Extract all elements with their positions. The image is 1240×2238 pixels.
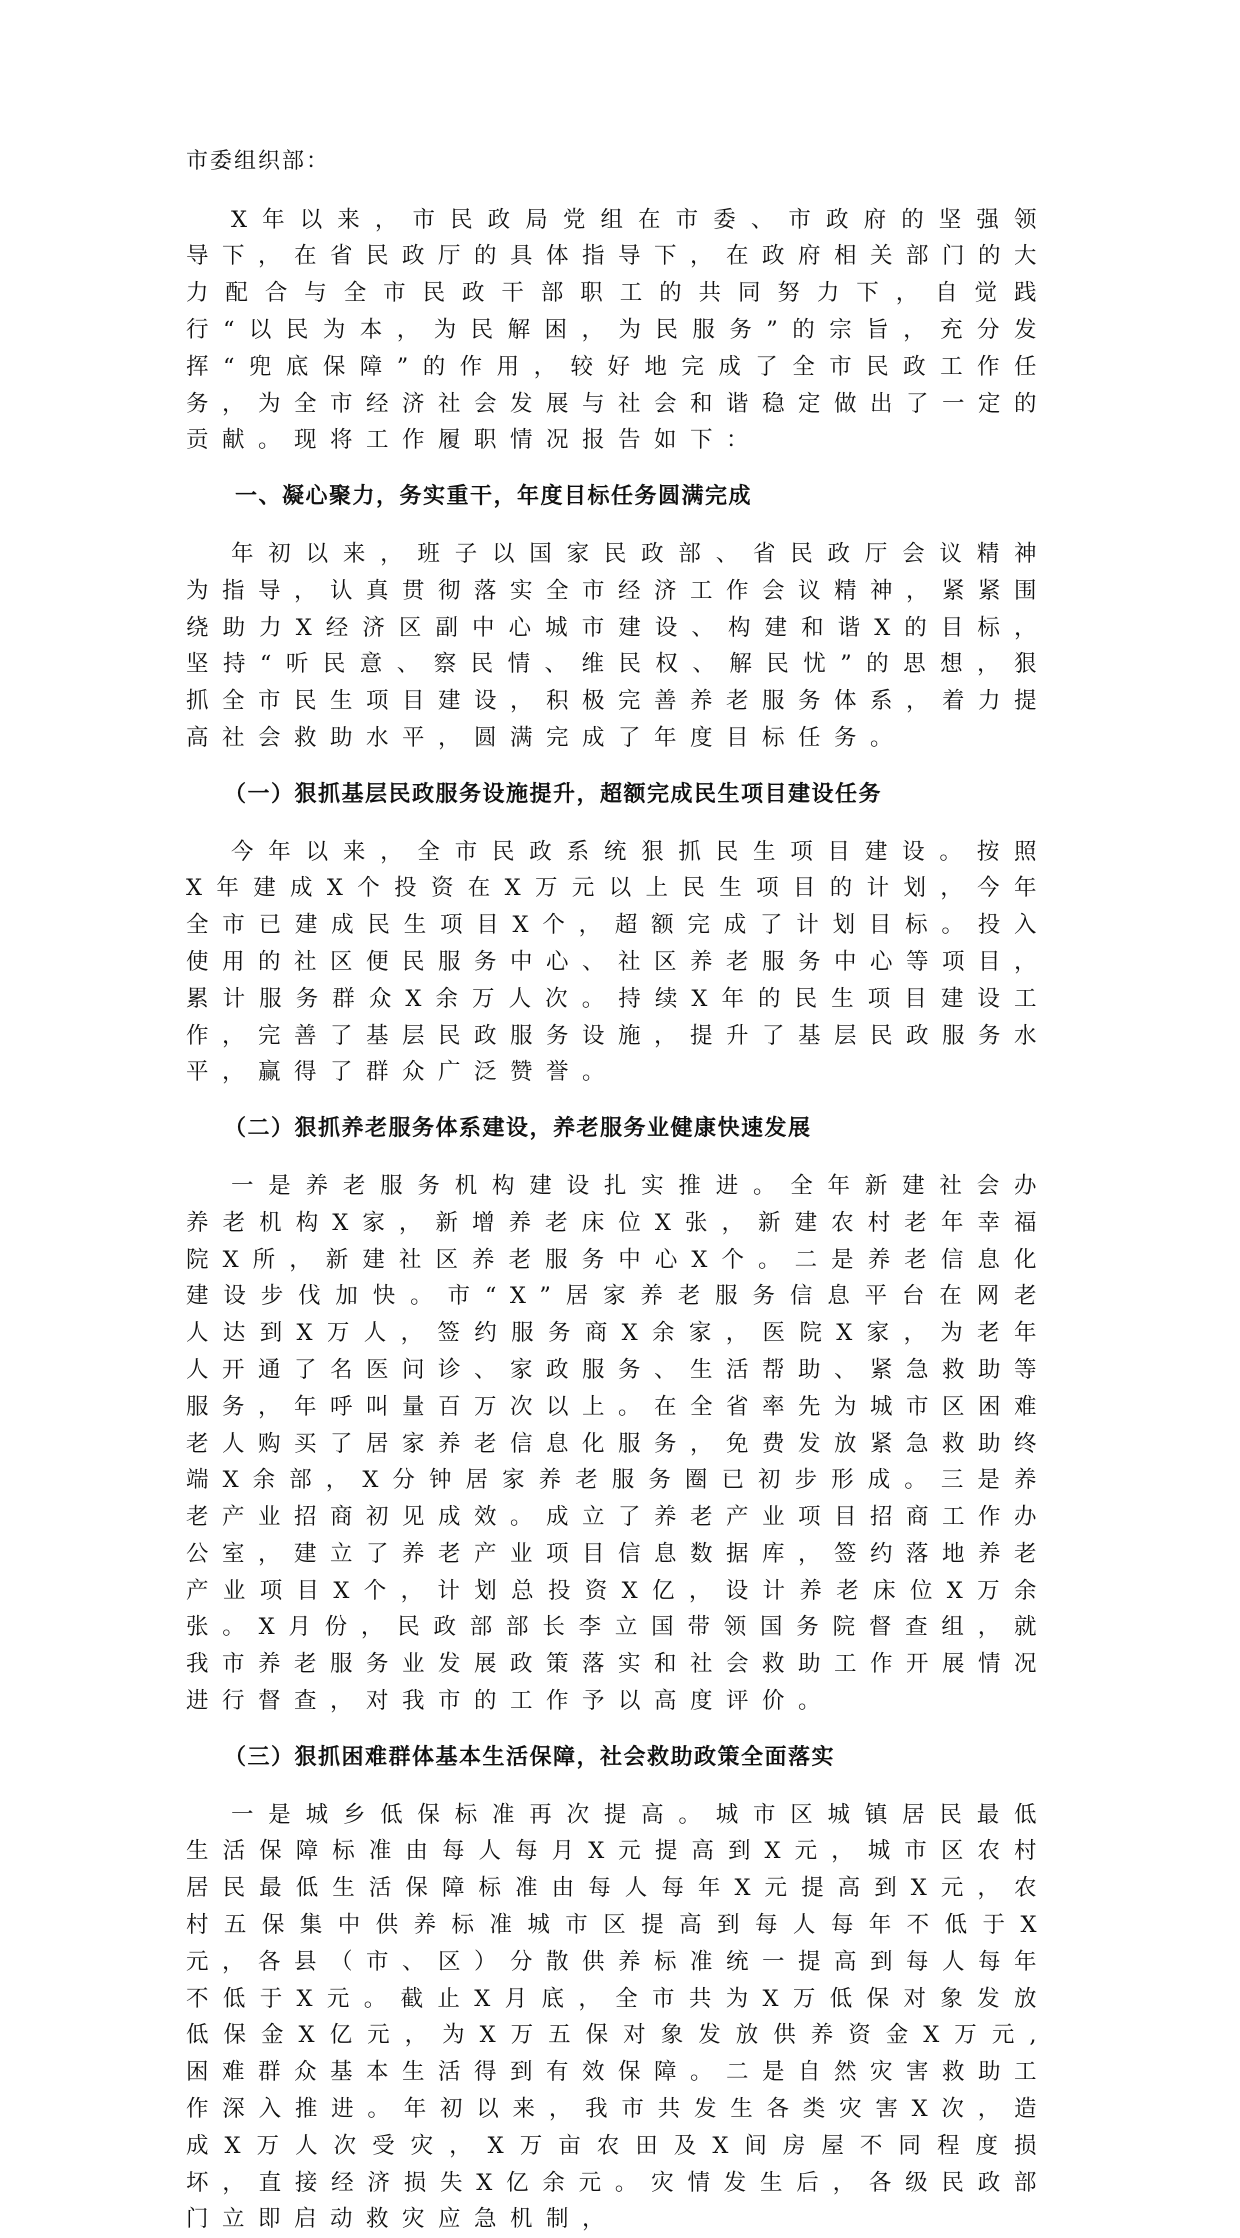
salutation: 市委组织部： [186, 149, 331, 174]
subsection-body-1: 今年以来，全市民政系统狠抓民生项目建设。按照X年建成X个投资在X万元以上民生项目的计划，今年全市已建成民生项目X个，超额完成了计划目标。投入使用的社区便民服务中心、社区养老服务中心等项目，累计服务群众X余万人次。持续X年的民生项目建设工作，完善了基层民政服务设施，提升了基层民政服务水平，赢得了群众广泛赞誉。 [186, 838, 1051, 1086]
intro-paragraph: X年以来，市民政局党组在市委、市政府的坚强领导下，在省民政厅的具体指导下，在政府相关部门的大力配合与全市民政干部职工的共同努力下，自觉践行“以民为本，为民解困，为民服务”的宗旨，充分发挥“兜底保障”的作用，较好地完成了全市民政工作任务，为全市经济社会发展与社会和谐稳定做出了一定的贡献。现将工作履职情况报告如下： [186, 206, 1051, 454]
subsection-heading-2: （二）狠抓养老服务体系建设，养老服务业健康快速发展 [224, 1116, 812, 1142]
subsection-body-2: 一是养老服务机构建设扎实推进。全年新建社会办养老机构X家，新增养老床位X张，新建农村老年幸福院X所，新建社区养老服务中心X个。二是养老信息化建设步伐加快。市“X”居家养老服务信息平台在网老人达到X万人，签约服务商X余家，医院X家，为老年人开通了名医问诊、家政服务、生活帮助、紧急救助等服务，年呼叫量百万次以上。在全省率先为城市区困难老人购买了居家养老信息化服务，免费发放紧急救助终端X余部，X分钟居家养老服务圈已初步形成。三是养老产业招商初见成效。成立了养老产业项目招商工作办公室，建立了养老产业项目信息数据库，签约落地养老产业项目X个，计划总投资X亿，设计养老床位X万余张。X月份，民政部部长李立国带领国务院督查组，就我市养老服务业发展政策落实和社会救助工作开展情况进行督查，对我市的工作予以高度评价。 [186, 1172, 1051, 1715]
section-heading-1: 一、凝心聚力，务实重干，年度目标任务圆满完成 [235, 484, 753, 510]
document-page [186, 144, 1050, 2238]
subsection-heading-1: （一）狠抓基层民政服务设施提升，超额完成民生项目建设任务 [224, 781, 883, 807]
subsection-body-3: 一是城乡低保标准再次提高。城市区城镇居民最低生活保障标准由每人每月X元提高到X元，城市区农村居民最低生活保障标准由每人每年X元提高到X元，农村五保集中供养标准城市区提高到每人每年不低于X元，各县（市、区）分散供养标准统一提高到每人每年不低于X元。截止X月底，全市共为X万低保对象发放低保金X亿元，为X万五保对象发放供养资金X万元,困难群众基本生活得到有效保障。二是自然灾害救助工作深入推进。年初以来，我市共发生各类灾害X次，造成X万人次受灾，X万亩农田及X间房屋不同程度损坏，直接经济损失X亿余元。灾情发生后，各级民政部门立即启动救灾应急机制， [186, 1801, 1051, 2233]
section-body-1: 年初以来，班子以国家民政部、省民政厅会议精神为指导，认真贯彻落实全市经济工作会议精神，紧紧围绕助力X经济区副中心城市建设、构建和谐X的目标，坚持“听民意、察民情、维民权、解民忧”的思想，狠抓全市民生项目建设，积极完善养老服务体系，着力提高社会救助水平，圆满完成了年度目标任务。 [186, 540, 1051, 751]
subsection-heading-3: （三）狠抓困难群体基本生活保障，社会救助政策全面落实 [224, 1744, 836, 1770]
